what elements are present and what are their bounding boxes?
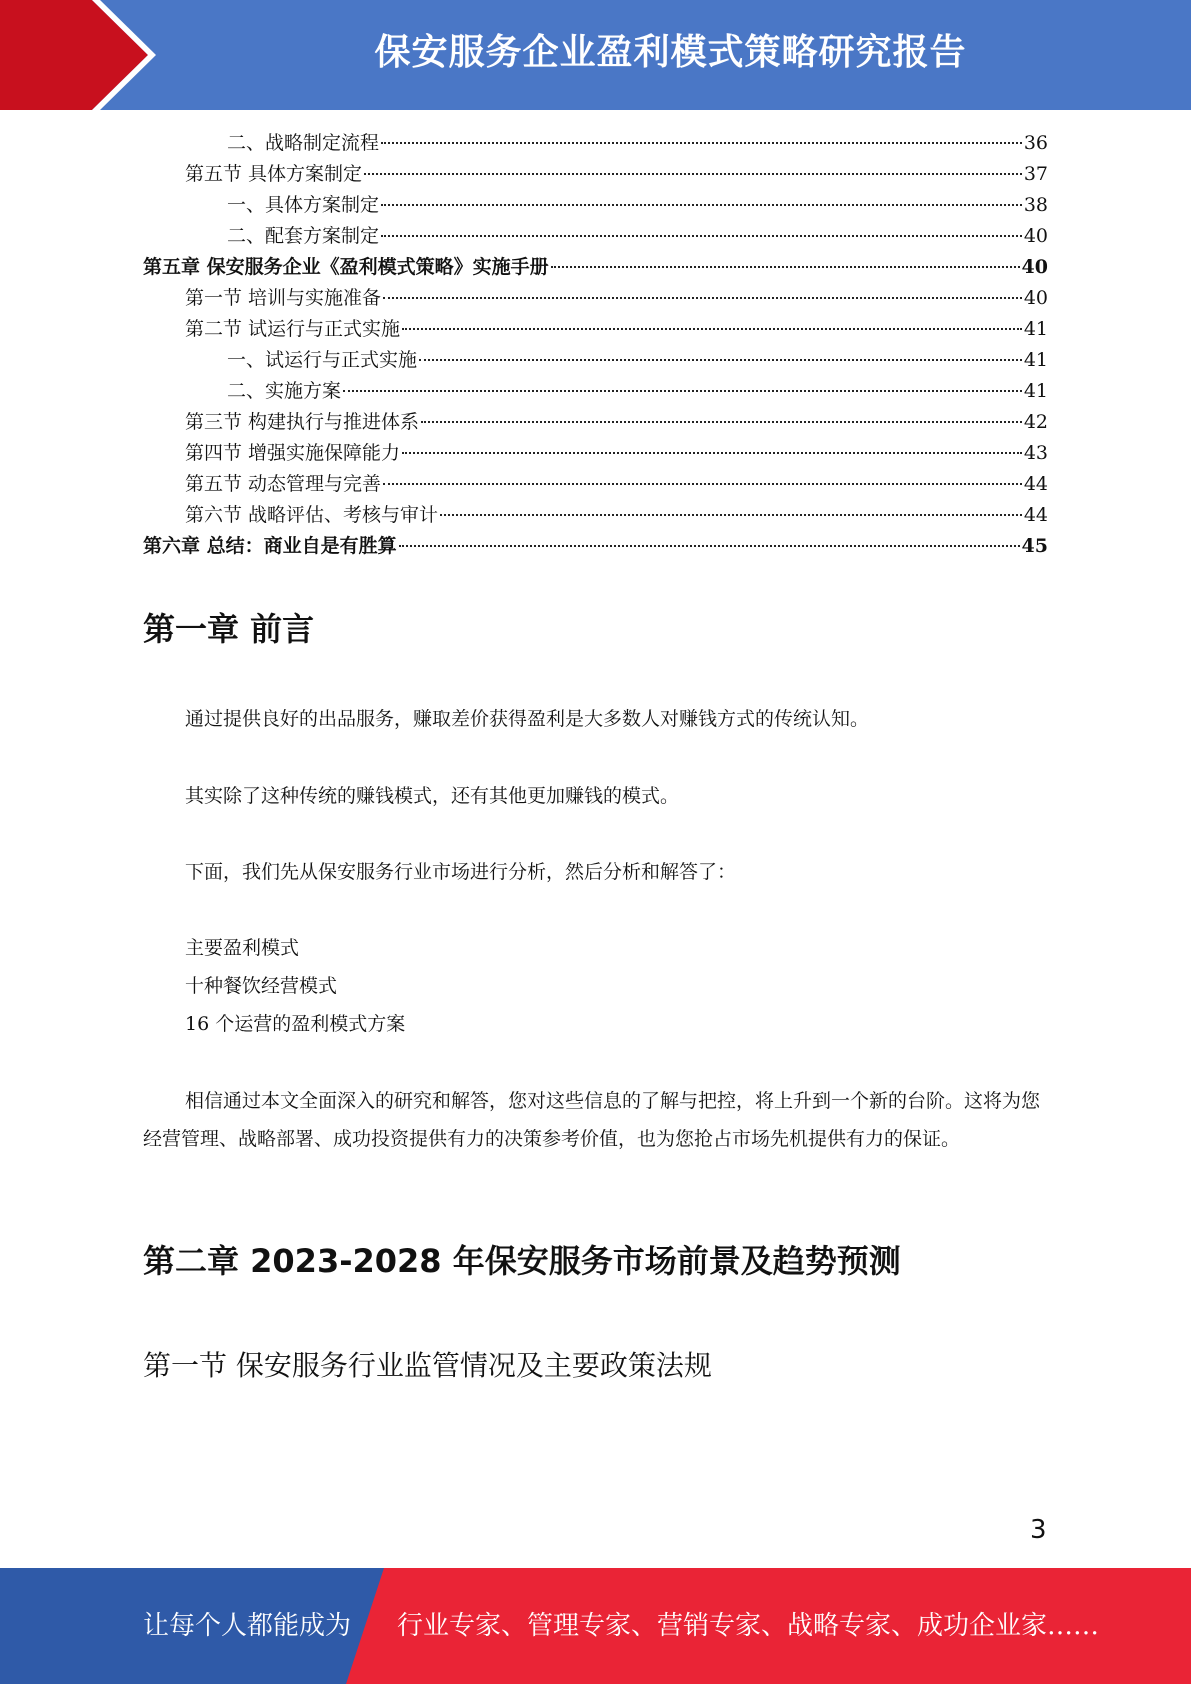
toc-leader-dots [343,390,1022,392]
page-header [0,0,1191,110]
toc-leader-dots [551,266,1020,268]
toc-entry-page: 36 [1023,132,1048,154]
page-footer [0,1568,1191,1684]
toc-entry-label: 第一节 培训与实施准备 [185,287,382,309]
toc-entry-label: 一、试运行与正式实施 [227,349,418,371]
toc-entry[interactable] [143,221,1048,252]
toc-entry-page: 45 [1021,535,1048,557]
chapter-1-title: 第一章 前言 [143,610,315,648]
footer-slogan-right: 行业专家、管理专家、营销专家、战略专家、成功企业家…… [397,1611,1100,1641]
toc-entry[interactable] [143,500,1048,531]
toc-entry[interactable] [143,314,1048,345]
footer-slogan-left: 让每个人都能成为 [143,1611,352,1641]
section-title: 第一节 保安服务行业监管情况及主要政策法规 [143,1349,712,1382]
toc-entry-label: 第六章 总结：商业自是有胜算 [143,535,397,557]
toc-leader-dots [440,514,1022,516]
list-item: 主要盈利模式 [185,937,300,959]
toc-leader-dots [364,173,1022,175]
toc-entry-label: 二、实施方案 [227,380,342,402]
toc-entry-label: 第四节 增强实施保障能力 [185,442,401,464]
toc-entry-label: 一、具体方案制定 [227,194,380,216]
toc-entry-page: 41 [1023,380,1048,402]
toc-entry-page: 43 [1023,442,1048,464]
toc-entry-label: 第五节 具体方案制定 [185,163,363,185]
toc-entry[interactable] [143,159,1048,190]
toc-leader-dots [383,297,1022,299]
toc-leader-dots [402,328,1022,330]
toc-entry-page: 40 [1023,287,1048,309]
toc-entry-label: 第三节 构建执行与推进体系 [185,411,420,433]
page-number: 3 [1030,1515,1047,1545]
paragraph: 通过提供良好的出品服务，赚取差价获得盈利是大多数人对赚钱方式的传统认知。 [185,708,870,730]
toc-entry[interactable] [143,407,1048,438]
toc-entry-label: 第五章 保安服务企业《盈利模式策略》实施手册 [143,256,549,278]
list-item: 16 个运营的盈利模式方案 [185,1013,406,1035]
toc-leader-dots [402,452,1022,454]
paragraph: 其实除了这种传统的赚钱模式，还有其他更加赚钱的模式。 [185,785,680,807]
toc-entry[interactable] [143,252,1048,283]
toc-entry-label: 第二节 试运行与正式实施 [185,318,401,340]
toc-leader-dots [381,142,1022,144]
toc-entry-page: 40 [1023,225,1048,247]
toc-entry[interactable] [143,283,1048,314]
toc-entry-page: 40 [1021,256,1048,278]
toc-entry[interactable] [143,438,1048,469]
toc-entry-label: 二、配套方案制定 [227,225,380,247]
toc-entry-label: 第五节 动态管理与完善 [185,473,382,495]
toc-entry[interactable] [143,128,1048,159]
toc-entry-page: 42 [1023,411,1048,433]
toc-leader-dots [419,359,1022,361]
toc-leader-dots [381,235,1022,237]
toc-entry[interactable] [143,345,1048,376]
toc-entry[interactable] [143,190,1048,221]
toc-entry-page: 41 [1023,349,1048,371]
header-red-arrow [0,0,148,110]
toc-leader-dots [421,421,1022,423]
list-item: 十种餐饮经营模式 [185,975,338,997]
toc-entry-page: 44 [1023,504,1048,526]
toc-entry[interactable] [143,376,1048,407]
toc-leader-dots [381,204,1022,206]
chapter-2-title: 第二章 2023-2028 年保安服务市场前景及趋势预测 [143,1242,901,1280]
paragraph: 相信通过本文全面深入的研究和解答，您对这些信息的了解与把控，将上升到一个新的台阶。这将为您经营管理、战略部署、成功投资提供有力的决策参考价值，也为您抢占市场先机提供有力的保证。 [143,1090,1041,1150]
toc-entry[interactable] [143,531,1048,562]
paragraph: 下面，我们先从保安服务行业市场进行分析，然后分析和解答了： [185,861,737,883]
toc-entry-label: 二、战略制定流程 [227,132,380,154]
toc-entry-page: 38 [1023,194,1048,216]
toc-entry[interactable] [143,469,1048,500]
toc-leader-dots [399,545,1020,547]
table-of-contents [143,128,1048,562]
toc-entry-page: 37 [1023,163,1048,185]
toc-entry-label: 第六节 战略评估、考核与审计 [185,504,439,526]
header-title: 保安服务企业盈利模式策略研究报告 [374,32,967,73]
toc-entry-page: 41 [1023,318,1048,340]
toc-leader-dots [383,483,1022,485]
toc-entry-page: 44 [1023,473,1048,495]
